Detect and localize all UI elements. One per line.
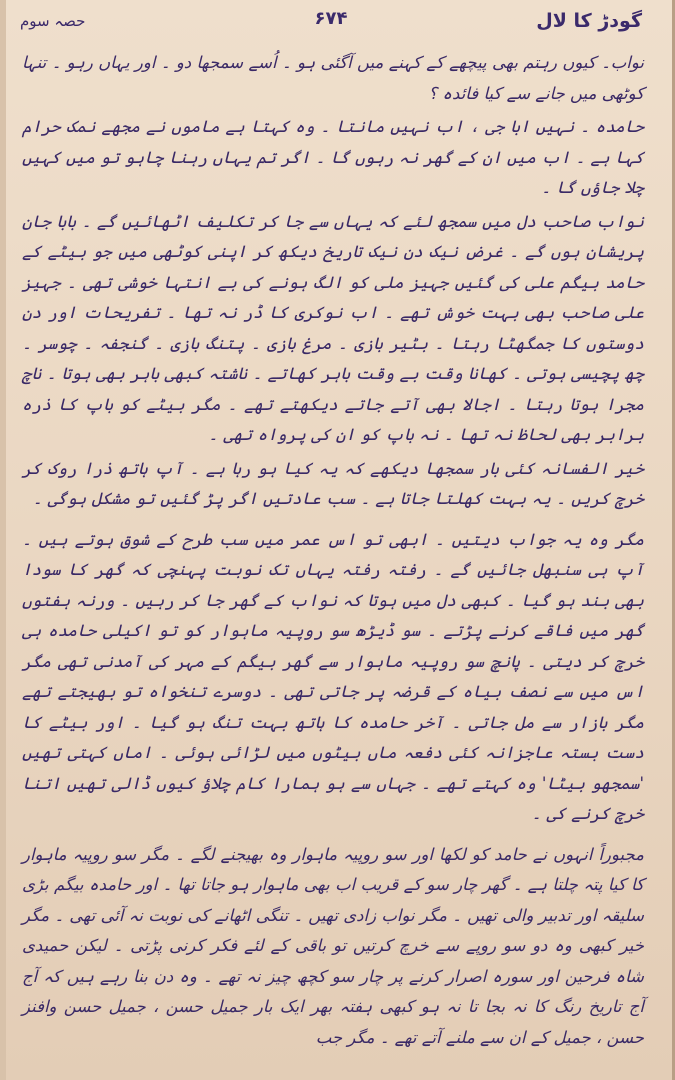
paragraph: نواب صاحب دل میں سمجھ لئے کہ یہاں سے جا کر تکلیف اٹھائیں گے ۔ بابا جان پریشان ہوں گے ۔ غرض نیک دن نیک تاریخ دیکھ کر اپنی کوٹھی میں جو بیٹے کے حامد بیگم علی کی گئیں جہیز ملی کو الگ ہونے کی بے انتہا خوشی تھی ۔ جہیز علی صاحب بھی بہت خوش تھے ۔ اب نوکری کا ڈر نہ تھا ۔ تفریحات اور دن دوستوں کا جمگھٹا رہتا ۔ بٹیر بازی ۔ مرغ بازی ۔ پتنگ بازی ۔ گنجفہ ۔ چوسر ۔ چھ پچیسی ہوتی ۔ کھانا وقت بے وقت باہر کھاتے ۔ ناشتہ کبھی باہر بھی ہوتا ۔ ناچ مجرا ہوتا رہتا ۔ اجالا بھی آتے جاتے دیکھتے تھے ۔ مگر بیٹے کو باپ کا ذرہ برابر بھی لحاظ نہ تھا ۔ نہ باپ کو ان کی پرواہ تھی ۔ <box>22 211 644 444</box>
book-title: گودڑ کا لال <box>536 10 642 32</box>
paragraph: مجبوراً انہوں نے حامد کو لکھا اور سو روپیہ ماہوار وہ بھیجنے لگے ۔ مگر سو روپیہ ماہوار کا کیا پتہ چلتا ہے ۔ گھر چار سو کے قریب اب بھی ماہوار ہو جاتا تھا ۔ اور حامدہ بیگم بڑی سلیقہ اور تدبیر والی تھیں ۔ مگر نواب زادی تھیں ۔ تنگی اٹھانے کی نوبت نہ آئی تھی ۔ مگر خیر کبھی وہ دو سو روپے سے خرچ کرتیں تو باقی کے لئے فکر کرنی پڑتی ۔ لیکن حمیدی شاہ فرحین اور سورہ اصرار کرنے پر چار سو کچھ چیز نہ تھے ۔ وہ دن بنا رہے ہیں کہ آج آج تاریخ رنگ کا نہ بجا تا نہ ہو کبھی ہفتہ بھر ایک بار جمیل حسن ، جمیل حسن وافنز حسن ، جمیل کے ان سے ملنے آتے تھے ۔ مگر جب <box>22 844 644 1047</box>
paragraph: مگر وہ یہ جواب دیتیں ۔ ابھی تو اس عمر میں سب طرح کے شوق ہوتے ہیں ۔ آپ ہی سنبھل جائیں گے ۔ رفتہ رفتہ یہاں تک نوبت پہنچی کہ گھر کا سودا بھی بند ہو گیا ۔ کبھی دل میں ہوتا کہ نواب کے گھر جا کر رہیں ۔ ورنہ ہفتوں گھر میں فاقے کرنے پڑتے ۔ سو ڈیڑھ سو روپیہ ماہوار کو تو اکیلی حامدہ ہی خرچ کر دیتی ۔ پانچ سو روپیہ ماہوار سے گھر بیگم کے مہر کی آمدنی تھی مگر اس میں سے نصف بیاہ کے قرضہ پر جاتی تھی ۔ دوسرے تنخواہ تو بھیجتے تھے مگر بازار سے مل جاتی ۔ آخر حامدہ کا ہاتھ بہت تنگ ہو گیا ۔ اور بیٹے کا دست بستہ عاجزانہ کئی دفعہ ماں بیٹوں میں لڑائی ہوئی ۔ اماں کہتی تھیں 'سمجھو بیٹا' وہ کہتے تھے ۔ جہاں سے ہو ہمارا کام چلاؤ کیوں ڈالی تھیں اتنا خرچ کرنے کی ۔ <box>22 529 644 823</box>
paragraph: خیر الفسانہ کئی بار سمجھا دیکھے کہ یہ کیا ہو رہا ہے ۔ آپ ہاتھ ذرا روک کر خرچ کریں ۔ یہ بہت کھلتا جاتا ہے ۔ سب عادتیں اگر پڑ گئیں تو مشکل ہوگی ۔ <box>22 458 644 508</box>
page-header <box>20 6 642 40</box>
paragraph: نواب۔ کیوں رہتم بھی پیچھے کے کہنے میں آگئی ہو ۔ اُسے سمجھا دو ۔ اور یہاں رہو ۔ تنہا کوٹھی میں جانے سے کیا فائدہ ؟ <box>22 53 644 103</box>
page-spine <box>0 0 6 1080</box>
section-label: حصہ سوم <box>20 12 86 30</box>
body-text <box>22 48 644 1058</box>
paragraph: حامدہ ۔ نہیں ابا جی ، اب نہیں مانتا ۔ وہ کہتا ہے ماموں نے مجھے نمک حرام کہا ہے ۔ اب میں ان کے گھر نہ رہوں گا ۔ اگر تم یہاں رہنا چاہو تو میں کہیں چلا جاؤں گا ۔ <box>22 117 644 197</box>
page-number: ۶۷۴ <box>314 8 348 29</box>
